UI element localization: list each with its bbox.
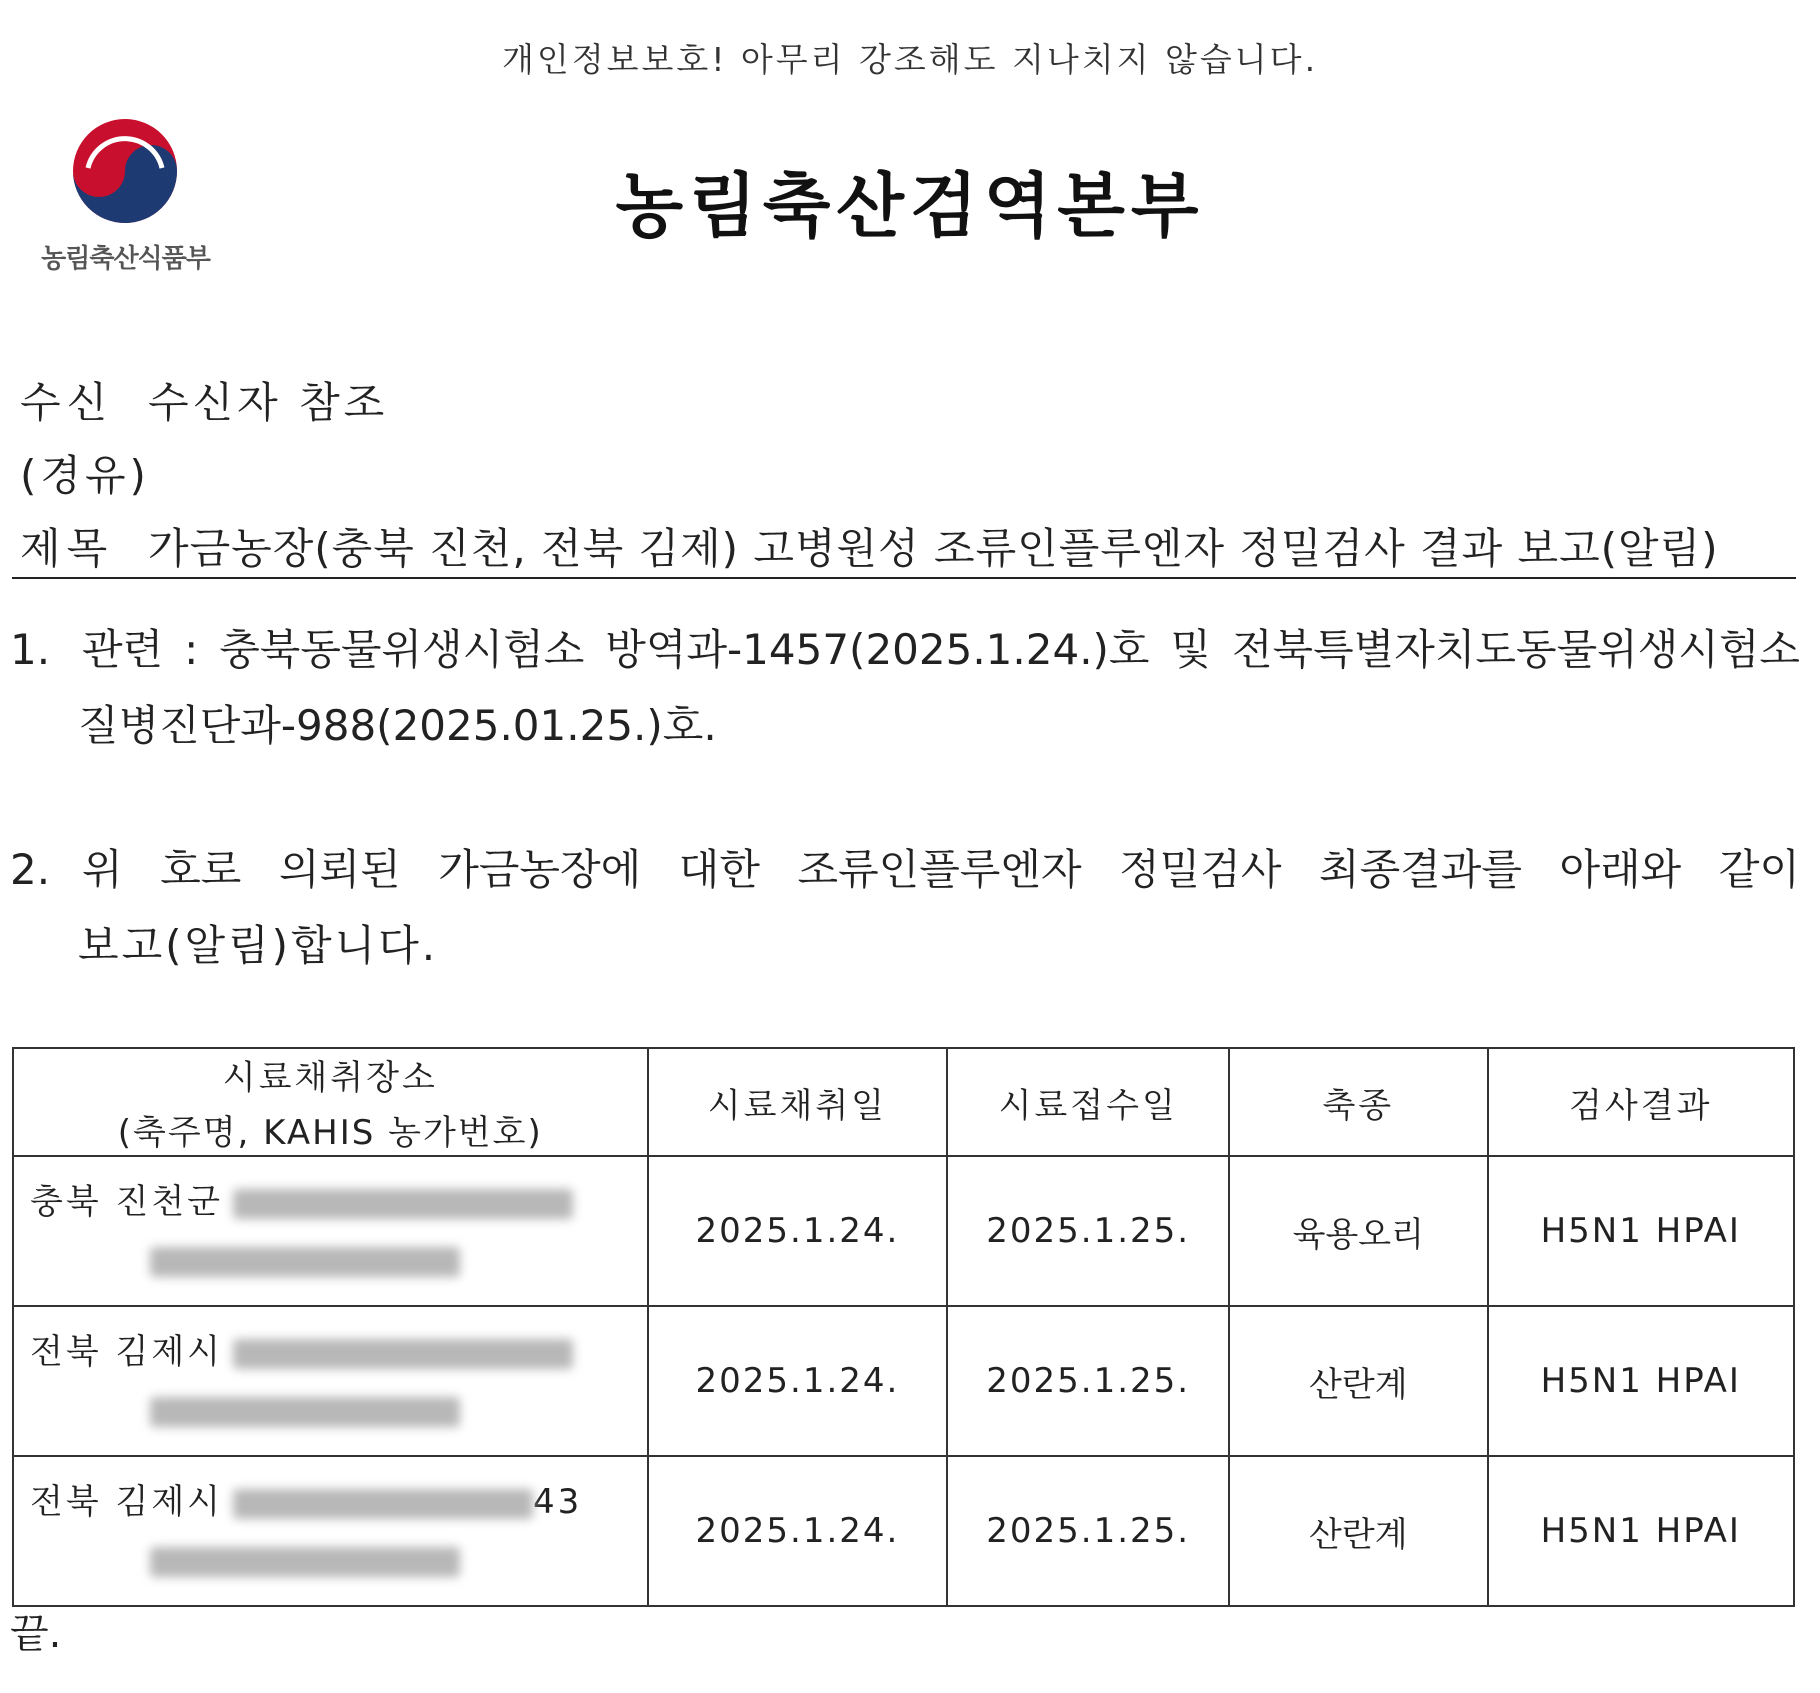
subject-row — [20, 516, 1719, 576]
table-header-row — [13, 1048, 1794, 1156]
results-table — [12, 1047, 1795, 1607]
paragraph-1-number: 1. — [10, 625, 51, 674]
location-cell: 전북 김제시 — [13, 1306, 648, 1456]
paragraph-2-number: 2. — [10, 845, 51, 894]
species-cell: 산란계 — [1229, 1456, 1487, 1606]
agency-title: 농림축산검역본부 — [615, 165, 1205, 247]
end-mark: 끝. — [10, 1611, 62, 1657]
redacted-owner-id — [150, 1397, 460, 1427]
header-receipt-date: 시료접수일 — [947, 1048, 1229, 1156]
redacted-address — [233, 1189, 573, 1219]
redacted-owner-id — [150, 1547, 460, 1577]
recipient-label: 수신 — [20, 378, 114, 427]
result-cell: H5N1 HPAI — [1488, 1456, 1795, 1606]
result-cell: H5N1 HPAI — [1488, 1156, 1795, 1306]
ministry-logo-text: 농림축산식품부 — [41, 244, 210, 274]
privacy-banner: 개인정보보호! 아무리 강조해도 지나치지 않습니다. — [501, 40, 1319, 79]
table-row — [13, 1456, 1794, 1606]
paragraph-2-line-2: 보고(알림)합니다. — [78, 921, 439, 970]
header-species: 축종 — [1229, 1048, 1487, 1156]
subject-value: 가금농장(충북 진천, 전북 김제) 고병원성 조류인플루엔자 정밀검사 결과 보고(알림) — [148, 524, 1719, 573]
result-cell: H5N1 HPAI — [1488, 1306, 1795, 1456]
via-row: (경유) — [20, 451, 150, 500]
receipt-date-cell: 2025.1.25. — [947, 1306, 1229, 1456]
redacted-owner-id — [150, 1247, 460, 1277]
subject-divider — [12, 577, 1796, 579]
redacted-address — [233, 1339, 573, 1369]
species-cell: 산란계 — [1229, 1306, 1487, 1456]
species-cell: 육용오리 — [1229, 1156, 1487, 1306]
sampling-date-cell: 2025.1.24. — [648, 1156, 948, 1306]
recipient-row — [20, 370, 388, 430]
receipt-date-cell: 2025.1.25. — [947, 1456, 1229, 1606]
subject-label: 제목 — [20, 524, 114, 573]
header-result: 검사결과 — [1488, 1048, 1795, 1156]
sampling-date-cell: 2025.1.24. — [648, 1456, 948, 1606]
receipt-date-cell: 2025.1.25. — [947, 1156, 1229, 1306]
paragraph-1-line-1: 관련 : 충북동물위생시험소 방역과-1457(2025.1.24.)호 및 전북특별자치도동물위생시험소 — [82, 625, 1800, 674]
header-location: 시료채취장소 (축주명, KAHIS 농가번호) — [13, 1048, 648, 1156]
paragraph-2-line-1: 위 호로 의뢰된 가금농장에 대한 조류인플루엔자 정밀검사 최종결과를 아래와 같이 — [82, 845, 1800, 894]
header-sampling-date: 시료채취일 — [648, 1048, 948, 1156]
sampling-date-cell: 2025.1.24. — [648, 1306, 948, 1456]
recipient-value: 수신자 참조 — [148, 378, 389, 427]
location-cell: 충북 진천군 — [13, 1156, 648, 1306]
paragraph-1-line-2: 질병진단과-988(2025.01.25.)호. — [78, 701, 717, 750]
redacted-address — [233, 1489, 533, 1519]
location-cell: 전북 김제시 43 — [13, 1456, 648, 1606]
table-row — [13, 1156, 1794, 1306]
table-row — [13, 1306, 1794, 1456]
